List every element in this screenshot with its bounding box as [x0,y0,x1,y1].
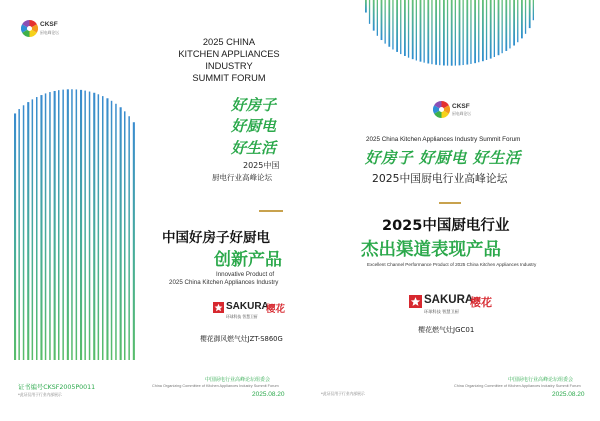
forum-cn-line: 2025中国 [243,161,280,170]
slogan: 好房子 好厨电 好生活 [365,149,521,167]
award-title-line2: 杰出渠道表现产品 [361,240,501,260]
english-title-line: INDUSTRY [205,61,253,71]
certificate-number: 证书编号CKSF2005P0011 [18,384,96,391]
stripe [54,91,56,360]
stripe [49,92,51,360]
brand-tagline: 环球科技 智慧卫厨 [424,309,459,314]
stripe [478,0,479,62]
stripe [84,91,86,360]
stripe [373,0,375,31]
stripe [392,0,393,49]
stripe [490,0,492,59]
stripe [62,90,64,360]
product-name: 樱花燃气灶JGC01 [418,326,475,334]
organizer-en: China Organizing Committee of Kitchen Appliances Industry Summit Forum [454,384,581,388]
brand-name: SAKURA [424,294,474,306]
stripe [89,92,91,360]
stripe [396,0,398,52]
stripe [23,105,25,360]
stripe [505,0,507,51]
stripe [486,0,487,60]
stripe [93,93,95,360]
slogan-line: 好生活 [231,139,277,157]
stripe [498,0,500,55]
stripe [533,0,534,20]
certificate-note: *此证仅用于行业内部展示 [18,392,62,397]
stripe [466,0,468,65]
stripe [111,101,113,360]
stripe [459,0,461,65]
stripe [124,111,126,360]
certificate-note: *此证仅用于行业内部展示 [321,391,365,396]
award-english: Excellent Channel Performance Product of 2025 China Kitchen Appliances Industry [367,262,537,267]
logo-subtitle: 厨电峰论坛 [452,111,471,116]
stripe [502,0,503,53]
stripe [67,89,69,360]
award-title-line1: 中国好房子好厨电 [162,230,270,246]
stripe [494,0,495,57]
stripe [517,0,518,42]
stripe [76,89,78,360]
issue-date: 2025.08.20 [552,391,585,398]
stripe [509,0,510,48]
decorative-stripes [12,80,137,360]
award-title-line2: 创新产品 [214,250,282,270]
sakura-logo-icon [213,302,224,313]
stripe [427,0,429,63]
stripe [98,94,100,360]
stripe [385,0,386,44]
stripe [36,97,38,360]
divider [439,202,461,204]
stripe [32,99,33,360]
award-english-line: 2025 China Kitchen Appliances Industry [169,279,279,286]
award-title-line1: 2025中国厨电行业 [382,218,510,234]
stripe [404,0,406,56]
certificate-right [300,0,600,421]
stripe [102,96,104,360]
english-title-line: 2025 CHINA [202,37,256,47]
stripe [482,0,484,61]
forum-cn: 2025中国厨电行业高峰论坛 [372,172,508,185]
stripe [424,0,425,63]
stripe [443,0,445,65]
english-title-line: SUMMIT FORUM [192,73,266,83]
organizer-cn: 中国厨电行业高峰论坛组委会 [508,377,574,383]
stripe [408,0,409,58]
forum-cn-line: 厨电行业高峰论坛 [212,173,272,182]
stripe [470,0,471,64]
stripe [27,102,29,360]
slogan-line: 好厨电 [231,117,277,135]
stripe [420,0,422,62]
stripe [525,0,526,34]
english-title [173,36,285,84]
stripe [474,0,476,63]
stripe [14,113,16,360]
brand-tagline: 环球科技 智慧卫厨 [226,314,258,319]
stripe [365,0,367,13]
stripe [71,89,73,360]
divider [259,210,283,212]
brand-name: SAKURA [226,301,269,312]
stripe [521,0,523,38]
stripe [412,0,414,59]
stripe [80,90,82,360]
stripe [106,98,108,360]
slogan-line: 好房子 [231,96,277,114]
stripe [377,0,378,36]
stripe [128,116,130,360]
stripe [369,0,370,24]
logo-subtitle: 厨电峰论坛 [40,30,59,35]
decorative-stripes [364,0,536,66]
logo-abbr: CKSF [40,21,58,28]
issue-date: 2025.08.20 [252,391,285,398]
stripe [45,93,47,360]
stripe [416,0,417,60]
stripe [431,0,432,64]
sakura-logo-icon [409,295,422,308]
logo-abbr: CKSF [452,103,470,110]
stripe [115,104,117,360]
award-english-line: Innovative Product of [216,271,275,278]
stripe [435,0,437,65]
stripe [18,109,20,360]
brand-cn: 樱花 [266,304,286,315]
organizer-cn: 中国厨电行业高峰论坛组委会 [205,377,271,383]
brand-cn: 樱花 [470,296,492,309]
organizer-en: China Organizing Committee of Kitchen Appliances Industry Summit Forum [152,384,279,388]
stripe [451,0,453,66]
product-name: 樱花御风燃气灶JZT-S860G [200,335,283,343]
stripe [463,0,464,65]
stripe [381,0,383,40]
stripe [58,90,60,360]
stripe [40,95,42,360]
stripe [133,122,135,360]
cksf-logo-icon [433,101,450,118]
english-title: 2025 China Kitchen Appliances Industry Summit Forum [366,136,521,143]
cksf-logo-icon [21,20,38,37]
stripe [439,0,440,65]
stripe [529,0,531,28]
stripe [400,0,401,54]
stripe [513,0,515,46]
stripe [447,0,448,66]
stripe [388,0,390,47]
stripe [455,0,456,66]
stripe [120,107,122,360]
english-title-line: KITCHEN APPLIANCES [178,49,280,59]
